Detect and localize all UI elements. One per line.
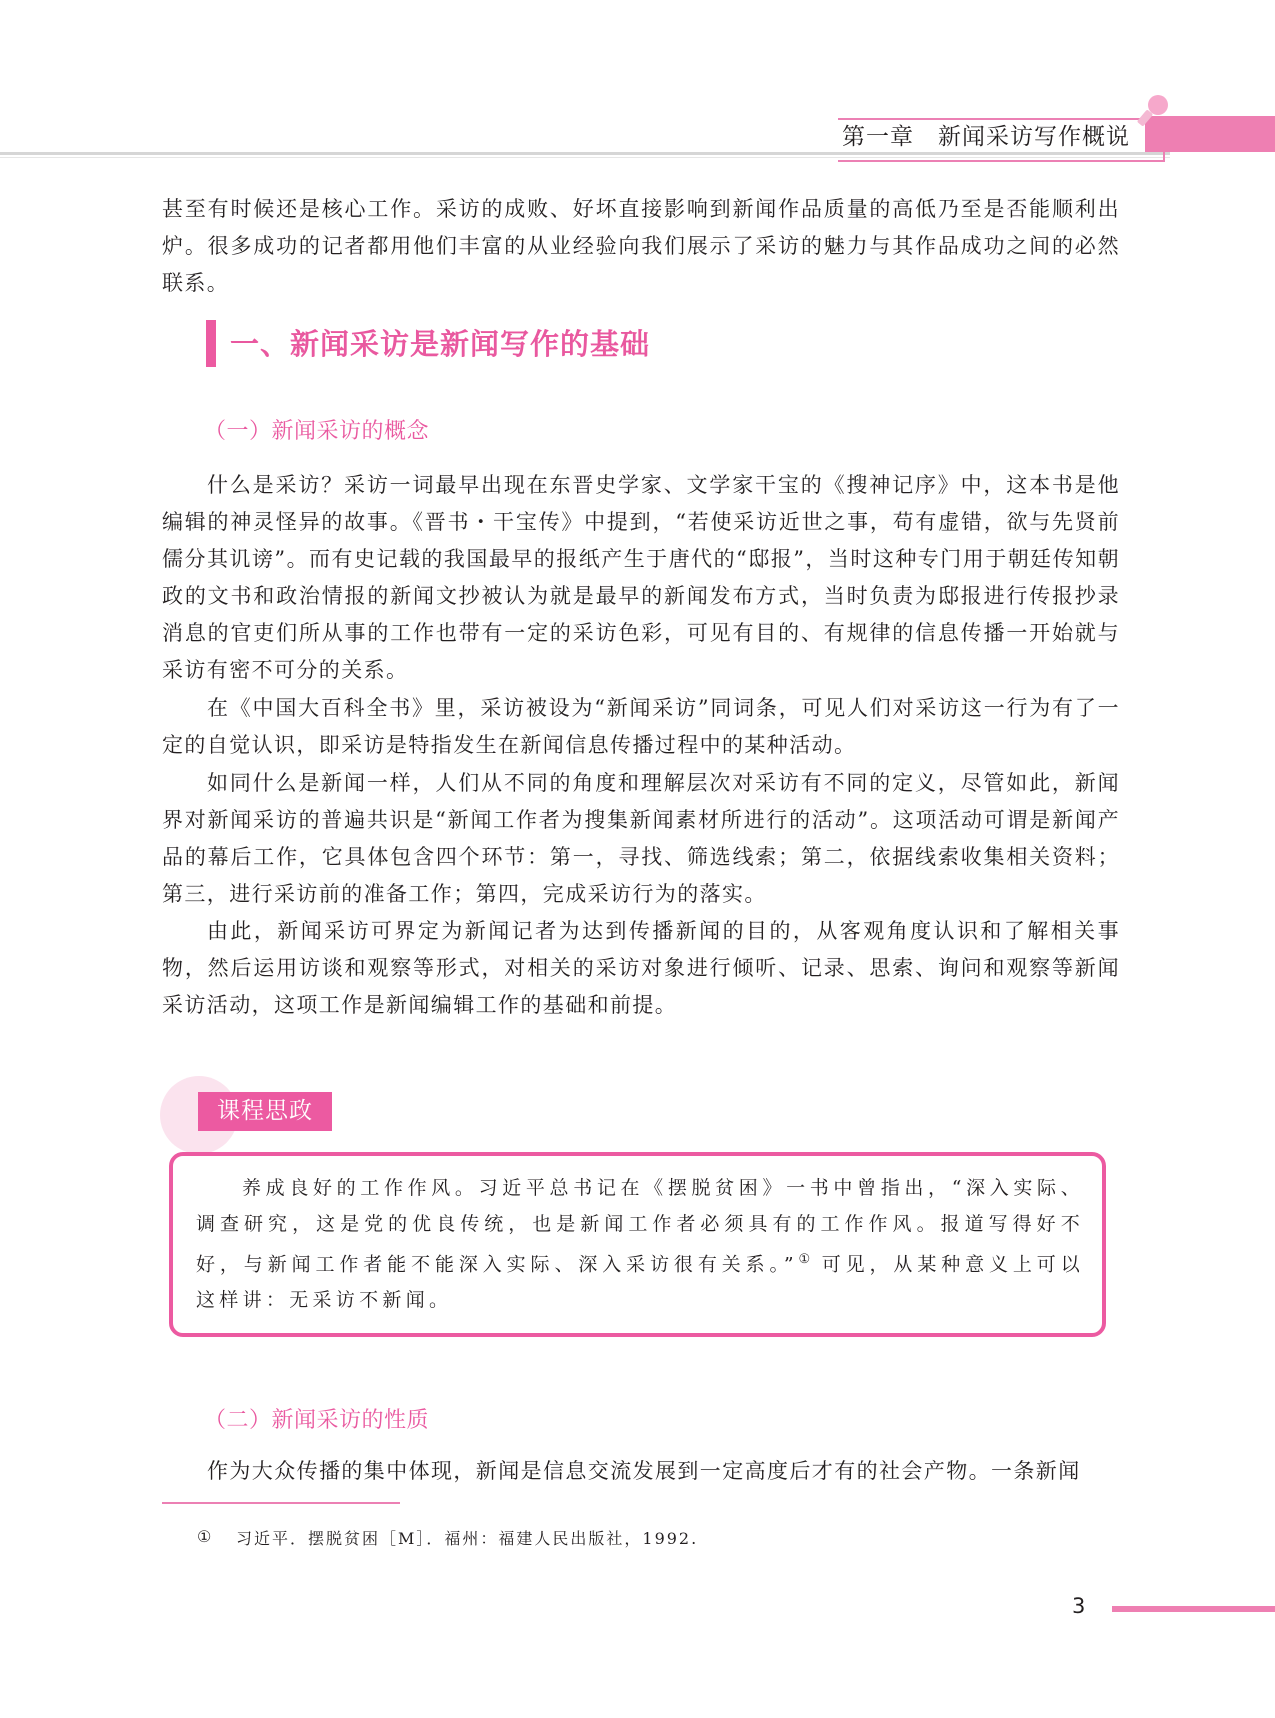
page-number: 3: [1072, 1594, 1086, 1618]
intro-paragraph: 甚至有时候还是核心工作。采访的成败、好坏直接影响到新闻作品质量的高低乃至是否能顺利出炉。很多成功的记者都用他们丰富的从业经验向我们展示了采访的魅力与其作品成功之间的必然联系。: [162, 197, 1120, 295]
paragraph-concept-2: 在《中国大百科全书》里，采访被设为“新闻采访”同词条，可见人们对采访这一行为有了一定的自觉认识，即采访是特指发生在新闻信息传播过程中的某种活动。: [162, 696, 1120, 757]
section-marker-bar: [206, 320, 216, 367]
subsection-title-nature: （二）新闻采访的性质: [204, 1408, 430, 1433]
course-box-text-conclusion: 可见，从某种意义上可以这样讲：无采访不新闻。: [196, 1253, 1085, 1312]
paragraph-concept-3: 如同什么是新闻一样，人们从不同的角度和理解层次对采访有不同的定义，尽管如此，新闻界对新闻采访的普遍共识是“新闻工作者为搜集新闻素材所进行的活动”。这项活动可谓是新闻产品的幕后工作，它具体包含四个环节：第一，寻找、筛选线索；第二，依据线索收集相关资料；第三，进行采访前的准备工作；第四，完成采访行为的落实。: [162, 771, 1120, 906]
course-box-label: 课程思政: [198, 1092, 332, 1131]
page-number-accent-bar: [1112, 1606, 1275, 1612]
chapter-title: 第一章 新闻采访写作概说: [842, 124, 1130, 150]
course-box-text: [196, 1170, 1084, 1318]
section-title: 一、新闻采访是新闻写作的基础: [230, 327, 651, 361]
footnote-mark: ①: [197, 1527, 212, 1546]
footnote-text: 习近平．摆脱贫困［M］．福州：福建人民出版社，1992.: [236, 1529, 699, 1548]
subsection-title-concept: （一）新闻采访的概念: [204, 419, 430, 444]
paragraph-nature-1: 作为大众传播的集中体现，新闻是信息交流发展到一定高度后才有的社会产物。一条新闻: [207, 1459, 1081, 1483]
footnote-rule: [162, 1502, 400, 1504]
paragraph-concept-1: 什么是采访？采访一词最早出现在东晋史学家、文学家干宝的《搜神记序》中，这本书是他编辑的神灵怪异的故事。《晋书・干宝传》中提到，“若使采访近世之事，苟有虚错，欲与先贤前儒分其讥谤”。而有史记载的我国最早的报纸产生于唐代的“邸报”，当时这种专门用于朝廷传知朝政的文书和政治情报的新闻文抄被认为就是最早的新闻发布方式，当时负责为邸报进行传报抄录消息的官吏们所从事的工作也带有一定的采访色彩，可见有目的、有规律的信息传播一开始就与采访有密不可分的关系。: [162, 473, 1120, 682]
paragraph-concept-4: 由此，新闻采访可界定为新闻记者为达到传播新闻的目的，从客观角度认识和了解相关事物，然后运用访谈和观察等形式，对相关的采访对象进行倾听、记录、思索、询问和观察等新闻采访活动，这项工作是新闻编辑工作的基础和前提。: [162, 919, 1120, 1017]
footnote-reference-mark: ①: [797, 1252, 811, 1267]
course-box-text-main: 养成良好的工作作风。习近平总书记在《摆脱贫困》一书中曾指出，“深入实际、调查研究，这是党的优良传统，也是新闻工作者必须具有的工作作风。报道写得好不好，与新闻工作者能不能深入实际、深入采访很有关系。”: [196, 1177, 1084, 1276]
microphone-icon: [1136, 92, 1172, 128]
